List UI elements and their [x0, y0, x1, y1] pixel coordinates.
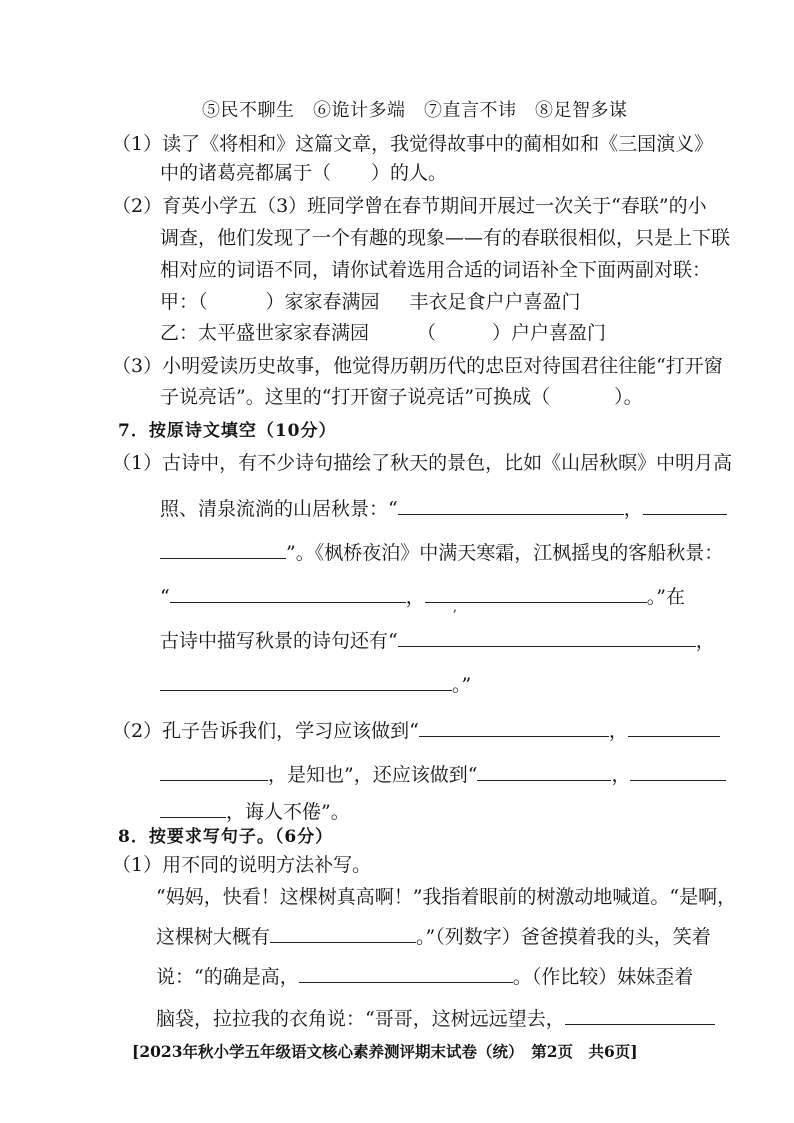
q7-part1-line6: [160, 670, 471, 698]
text: 丰衣足食户户喜盈门: [409, 291, 581, 313]
text: ，: [608, 720, 628, 742]
text: 这棵树大概有: [156, 926, 271, 948]
item-number: （1）: [112, 452, 163, 474]
q7-part2-line2: [160, 760, 726, 788]
word-options-line: ⑤民不聊生 ⑥诡计多端 ⑦直言不讳 ⑧足智多谋: [202, 100, 628, 121]
q7-part2-line1: [112, 716, 720, 744]
text: ，诲人不倦”。: [226, 801, 350, 823]
text: ）的人。: [371, 162, 448, 184]
q6-part1-line2: [160, 160, 447, 186]
text: 用不同的说明方法补写。: [162, 854, 372, 876]
q7-heading: 7．按原诗文填空（10分）: [118, 421, 337, 441]
fill-blank[interactable]: [270, 922, 416, 943]
text: 中的诸葛亮都属于（: [160, 162, 332, 184]
item-number: （2）: [112, 195, 163, 217]
q7-part1-line4: [160, 582, 685, 610]
fill-blank[interactable]: [398, 494, 624, 515]
item-number: （2）: [112, 720, 163, 742]
page-footer: [2023年秋小学五年级语文核心素养测评期末试卷（统） 第2页 共6页]: [132, 1042, 638, 1061]
q8-part1-line4: [156, 962, 693, 990]
couplet-yi: [160, 320, 606, 346]
fill-blank[interactable]: [299, 962, 513, 983]
couplet-jia: [160, 289, 581, 315]
text: 脑袋，拉拉我的衣角说：“哥哥，这树远远望去，: [156, 1008, 565, 1030]
q6-part2-line3: 相对应的词语不同，请你试着选用合适的词语补全下面两副对联：: [160, 259, 712, 281]
fill-blank[interactable]: [643, 494, 727, 515]
text: ）。: [614, 386, 643, 408]
text: 。”在: [646, 586, 685, 608]
text: 说：“的确是高，: [156, 966, 299, 988]
q6-part2-line1: [112, 193, 707, 219]
q8-part1-line5: [156, 1004, 715, 1032]
q6-part3-line1: [112, 353, 723, 379]
fill-blank[interactable]: [419, 716, 609, 737]
q7-part1-line1: [112, 450, 732, 476]
q6-part2-line2: 调查，他们发现了一个有趣的现象——有的春联很相似，只是上下联: [160, 227, 731, 249]
text: 育英小学五（3）班同学曾在春节期间开展过一次关于“春联”的小: [162, 195, 707, 217]
text: 古诗中描写秋景的诗句还有“: [160, 630, 398, 652]
text: 读了《将相和》这篇文章，我觉得故事中的蔺相如和《三国演义》: [162, 133, 714, 155]
q6-part3-line2: [160, 384, 643, 410]
text: ，: [623, 498, 643, 520]
fill-blank[interactable]: [628, 716, 720, 737]
text: 古诗中，有不少诗句描绘了秋天的景色，比如《山居秋暝》中明月高: [162, 452, 733, 474]
fill-blank[interactable]: [425, 582, 647, 603]
text: ）户户喜盈门: [492, 322, 607, 344]
q6-part1-line1: [112, 131, 713, 157]
fill-blank[interactable]: [477, 760, 611, 781]
q7-part1-line3: [160, 538, 723, 566]
q7-part2-line3: [160, 797, 350, 825]
item-number: （3）: [112, 355, 163, 377]
item-number: （1）: [112, 854, 163, 876]
text: 孔子告诉我们，学习应该做到“: [162, 720, 419, 742]
text: ，: [405, 586, 425, 608]
fill-blank[interactable]: [160, 760, 268, 781]
text: ，: [695, 630, 715, 652]
stray-mark: ʼ: [452, 608, 457, 624]
text: ”。《枫桥夜泊》中满天寒霜，江枫摇曳的客船秋景：: [286, 542, 724, 564]
q7-part1-line2: [160, 494, 727, 522]
fill-blank[interactable]: [160, 670, 452, 691]
q8-part1-line1: [112, 852, 371, 878]
text: 乙：太平盛世家家春满园: [160, 322, 370, 344]
item-number: （1）: [112, 133, 163, 155]
text: 。（作比较）妹妹歪着: [512, 966, 694, 988]
text: ，: [611, 764, 631, 786]
text: 子说亮话”。这里的“打开窗子说亮话”可换成（: [160, 386, 551, 408]
text: 。”（列数字）爸爸摸着我的头，笑着: [416, 926, 711, 948]
fill-blank[interactable]: [565, 1004, 715, 1025]
text: 小明爱读历史故事，他觉得历朝历代的忠臣对待国君往往能“打开窗: [162, 355, 723, 377]
q7-part1-line5: [160, 626, 715, 654]
fill-blank[interactable]: [160, 797, 226, 818]
text: 甲：（: [160, 291, 208, 313]
q8-part1-line3: [156, 922, 711, 950]
fill-blank[interactable]: [170, 582, 406, 603]
text: ）家家春满园: [265, 291, 380, 313]
text: （: [417, 322, 437, 344]
q8-heading: 8．按要求写句子。（6分）: [118, 827, 334, 847]
text: ，是知也”，还应该做到“: [268, 764, 478, 786]
text: 。”: [452, 674, 472, 696]
fill-blank[interactable]: [630, 760, 726, 781]
fill-blank[interactable]: [160, 538, 286, 559]
q8-part1-line2: “妈妈，快看！这棵树真高啊！”我指着眼前的树激动地喊道。“是啊，: [156, 886, 737, 908]
text: 照、清泉流淌的山居秋景：“: [160, 498, 398, 520]
fill-blank[interactable]: [398, 626, 696, 647]
text: “: [160, 586, 170, 608]
